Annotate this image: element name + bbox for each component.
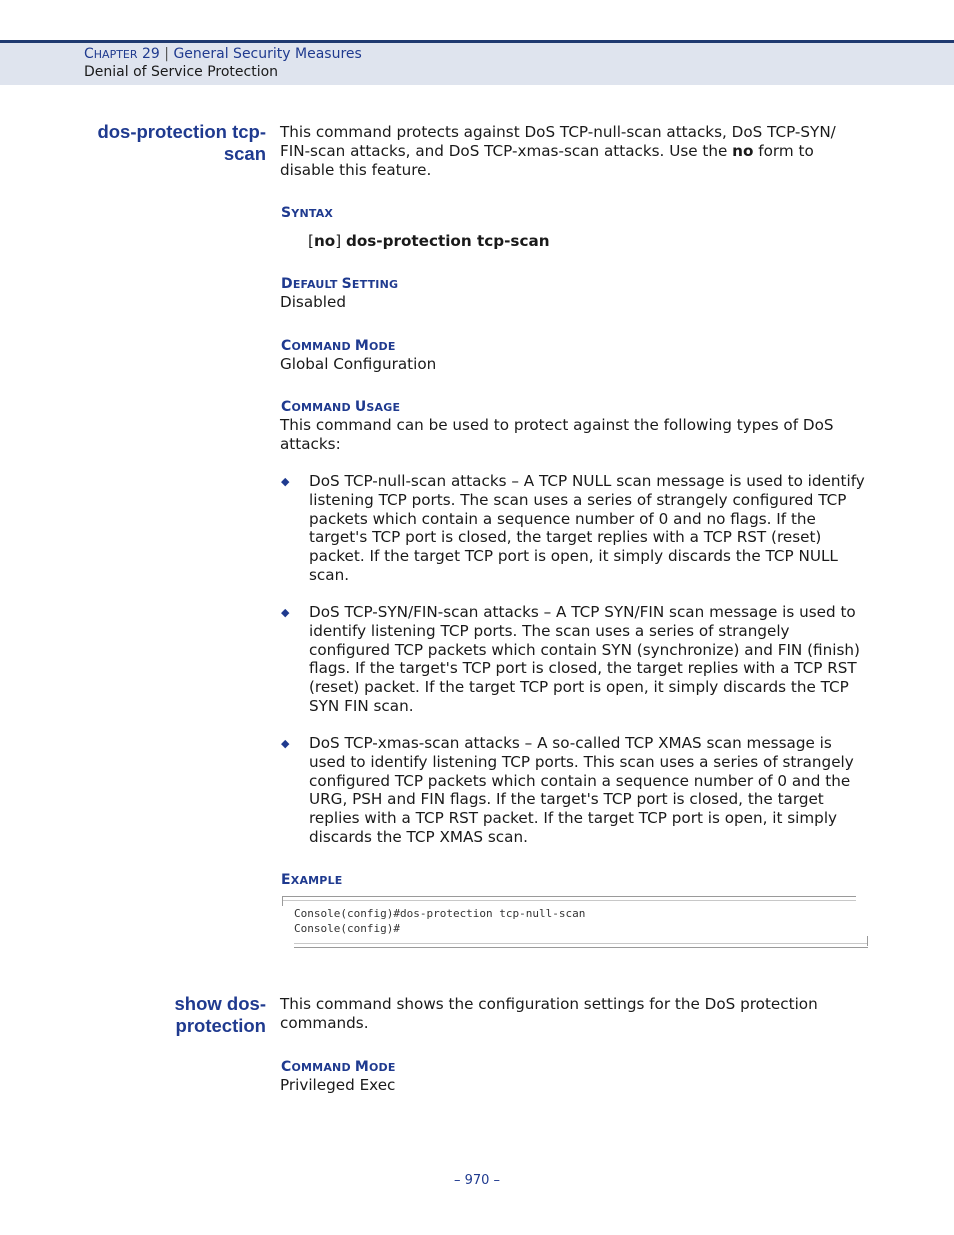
- default-setting-heading: DEFAULT SETTING: [281, 276, 399, 292]
- syntax-heading: SYNTAX: [281, 205, 334, 221]
- running-header-chapter: CHAPTER 29 | General Security Measures: [84, 46, 362, 62]
- code-box-bottom-border: [294, 943, 868, 948]
- running-header-section: Denial of Service Protection: [84, 64, 279, 80]
- command-description: This command protects against DoS TCP-null-scan attacks, DoS TCP-SYN/ FIN-scan attacks, and DoS TCP-xmas-scan attacks. Use the no form to disable this feature.: [280, 123, 836, 179]
- syntax-line: [no] dos-protection tcp-scan: [308, 232, 550, 250]
- command-mode-value: Privileged Exec: [280, 1076, 396, 1094]
- example-heading: EXAMPLE: [281, 872, 343, 888]
- default-setting-value: Disabled: [280, 293, 346, 311]
- code-box-top-border: [282, 896, 856, 901]
- code-box-left-border: [282, 896, 286, 906]
- code-line: Console(config)#dos-protection tcp-null-scan: [294, 907, 586, 920]
- diamond-bullet-icon: ◆: [281, 475, 290, 488]
- command-usage-intro: This command can be used to protect against the following types of DoS attacks:: [280, 416, 834, 453]
- code-box-right-border: [864, 936, 868, 946]
- code-line: Console(config)#: [294, 922, 400, 935]
- command-mode-heading: COMMAND MODE: [281, 1059, 396, 1075]
- diamond-bullet-icon: ◆: [281, 737, 290, 750]
- command-description: This command shows the configuration settings for the DoS protection commands.: [280, 995, 818, 1032]
- diamond-bullet-icon: ◆: [281, 606, 290, 619]
- command-mode-value: Global Configuration: [280, 355, 437, 373]
- page-number: – 970 –: [453, 1173, 501, 1188]
- command-mode-heading: COMMAND MODE: [281, 338, 396, 354]
- command-title-dos-protection-tcp-scan: dos-protection tcp- scan: [97, 121, 266, 164]
- command-title-show-dos-protection: show dos- protection: [174, 993, 266, 1036]
- code-example-box: [282, 896, 870, 950]
- command-usage-heading: COMMAND USAGE: [281, 399, 401, 415]
